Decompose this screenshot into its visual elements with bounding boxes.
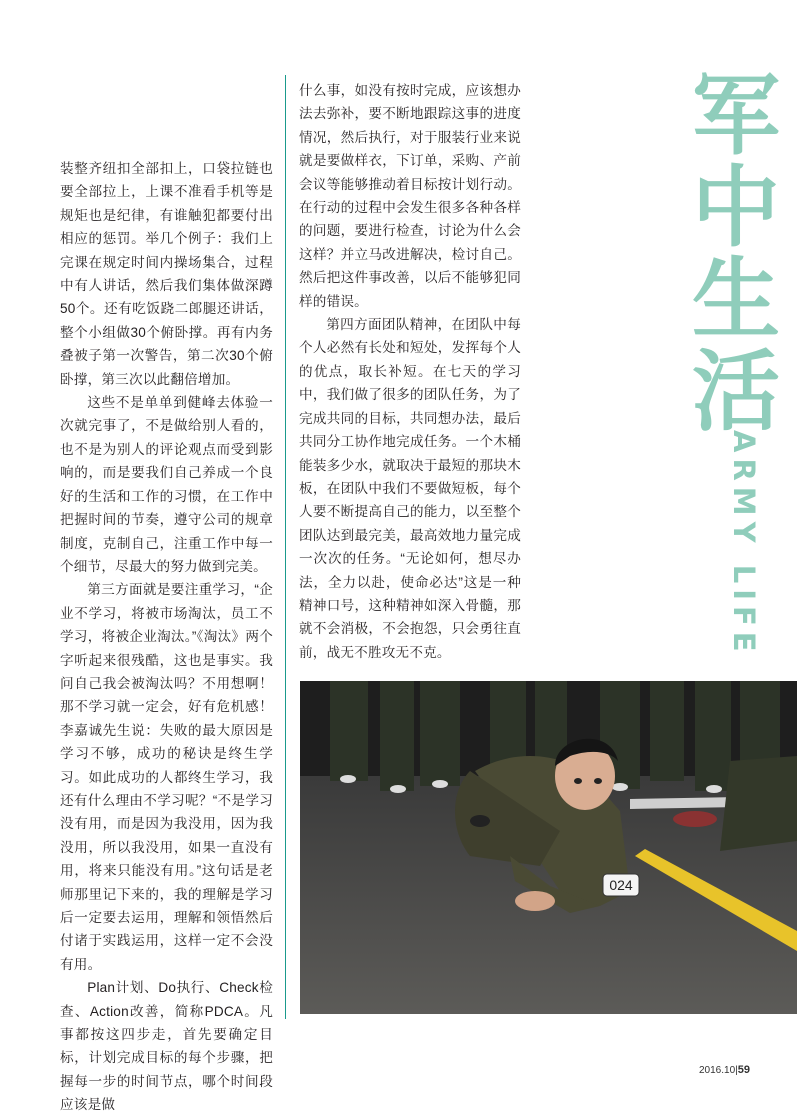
paragraph: 什么事，如没有按时完成，应该想办法去弥补，要不断地跟踪这事的进度情况，然后执行，对于服装行业来说就是要做样衣，下订单，采购、产前会议等能够推动着目标按计划行动。在行动的过程中会发生很多各种各样的问题，要进行检查，讨论为什么会这样？并立马改进解决，检讨自己。然后把这件事改善，以后不能够犯同样的错误。: [299, 83, 521, 309]
paragraph: 第三方面就是要注重学习，“企业不学习，将被市场淘汰，员工不学习，将被企业淘汰。”《淘汰》两个字听起来很残酷，这也是事实。我问自己我会被淘汰吗？不用想啊！那不学习就一定会，好有危机感！李嘉诚先生说：失败的最大原因是学习不够，成功的秘诀是终生学习。如此成功的人都终生学习，我还有什么理由不学习呢？“不是学习没有用，而是因为我没用，因为我没用，所以我没用，如果一直没有用，将来只能没有用。”这句话是老师那里记下来的，我的理解是学习后一定要去运用，理解和领悟然后付诸于实践运用，这样一定不会没有用。: [60, 582, 273, 972]
paragraph: Plan计划、Do执行、Check检查、Action改善，简称PDCA。凡事都按这四步走，首先要确定目标，计划完成目标的每个步骤，把握每一步的时间节点，哪个时间段应该是做: [60, 980, 273, 1113]
bib-number: 024: [609, 877, 633, 893]
issue-date: 2016.10: [698, 1065, 736, 1076]
title-char: 中: [691, 156, 780, 259]
title-char: 生: [691, 248, 780, 351]
training-photo-image: [300, 681, 797, 1014]
training-photo: [300, 681, 797, 1014]
paragraph: 第四方面团队精神，在团队中每个人必然有长处和短处，发挥每个人的优点，取长补短。在七天的学习中，我们做了很多的团队任务，为了完成共同的目标，共同想办法，最后共同分工协作地完成任务。一个木桶能装多少水，就取决于最短的那块木板，在团队中我们不要做短板，每个人要不断提高自己的能力，以至整个团队达到最完美，最高效地力量完成一次次的任务。“无论如何，想尽办法，全力以赴，使命必达”这是一种精神口号，这种精神如深入骨髓，那就不会消极，不会抱怨，只会勇往直前，战无不胜攻无不克。: [299, 317, 521, 660]
section-title-chinese-text: [686, 64, 786, 443]
column-divider: [285, 75, 286, 1019]
page-footer: 2016.10|59: [698, 1064, 750, 1076]
article-column-left: [60, 157, 273, 1117]
page-number: 59: [737, 1064, 750, 1076]
paragraph: 装整齐纽扣全部扣上，口袋拉链也要全部拉上，上课不准看手机等是规矩也是纪律，有谁触犯都要付出相应的惩罚。举几个例子：我们上完课在规定时间内操场集合，过程中有人讲话，然后我们集体做深蹲50个。还有吃饭跷二郎腿还讲话，整个小组做30个俯卧撑。再有内务叠被子第一次警告，第二次30个俯卧撑，第三次以此翻倍增加。: [60, 161, 273, 387]
section-title-english: ARMY LIFE: [727, 430, 761, 658]
title-char: 军: [691, 64, 780, 167]
title-char: 活: [691, 340, 780, 443]
article-column-middle: [299, 79, 521, 664]
section-title-chinese: [686, 64, 786, 443]
paragraph: 这些不是单单到健峰去体验一次就完事了，不是做给别人看的，也不是为别人的评论观点而受到影响的，而是要我们自己养成一个良好的生活和工作的习惯，在工作中把握时间的节奏，遵守公司的规章制度，克制自己，注重工作中每一个细节，尽最大的努力做到完美。: [60, 395, 273, 574]
